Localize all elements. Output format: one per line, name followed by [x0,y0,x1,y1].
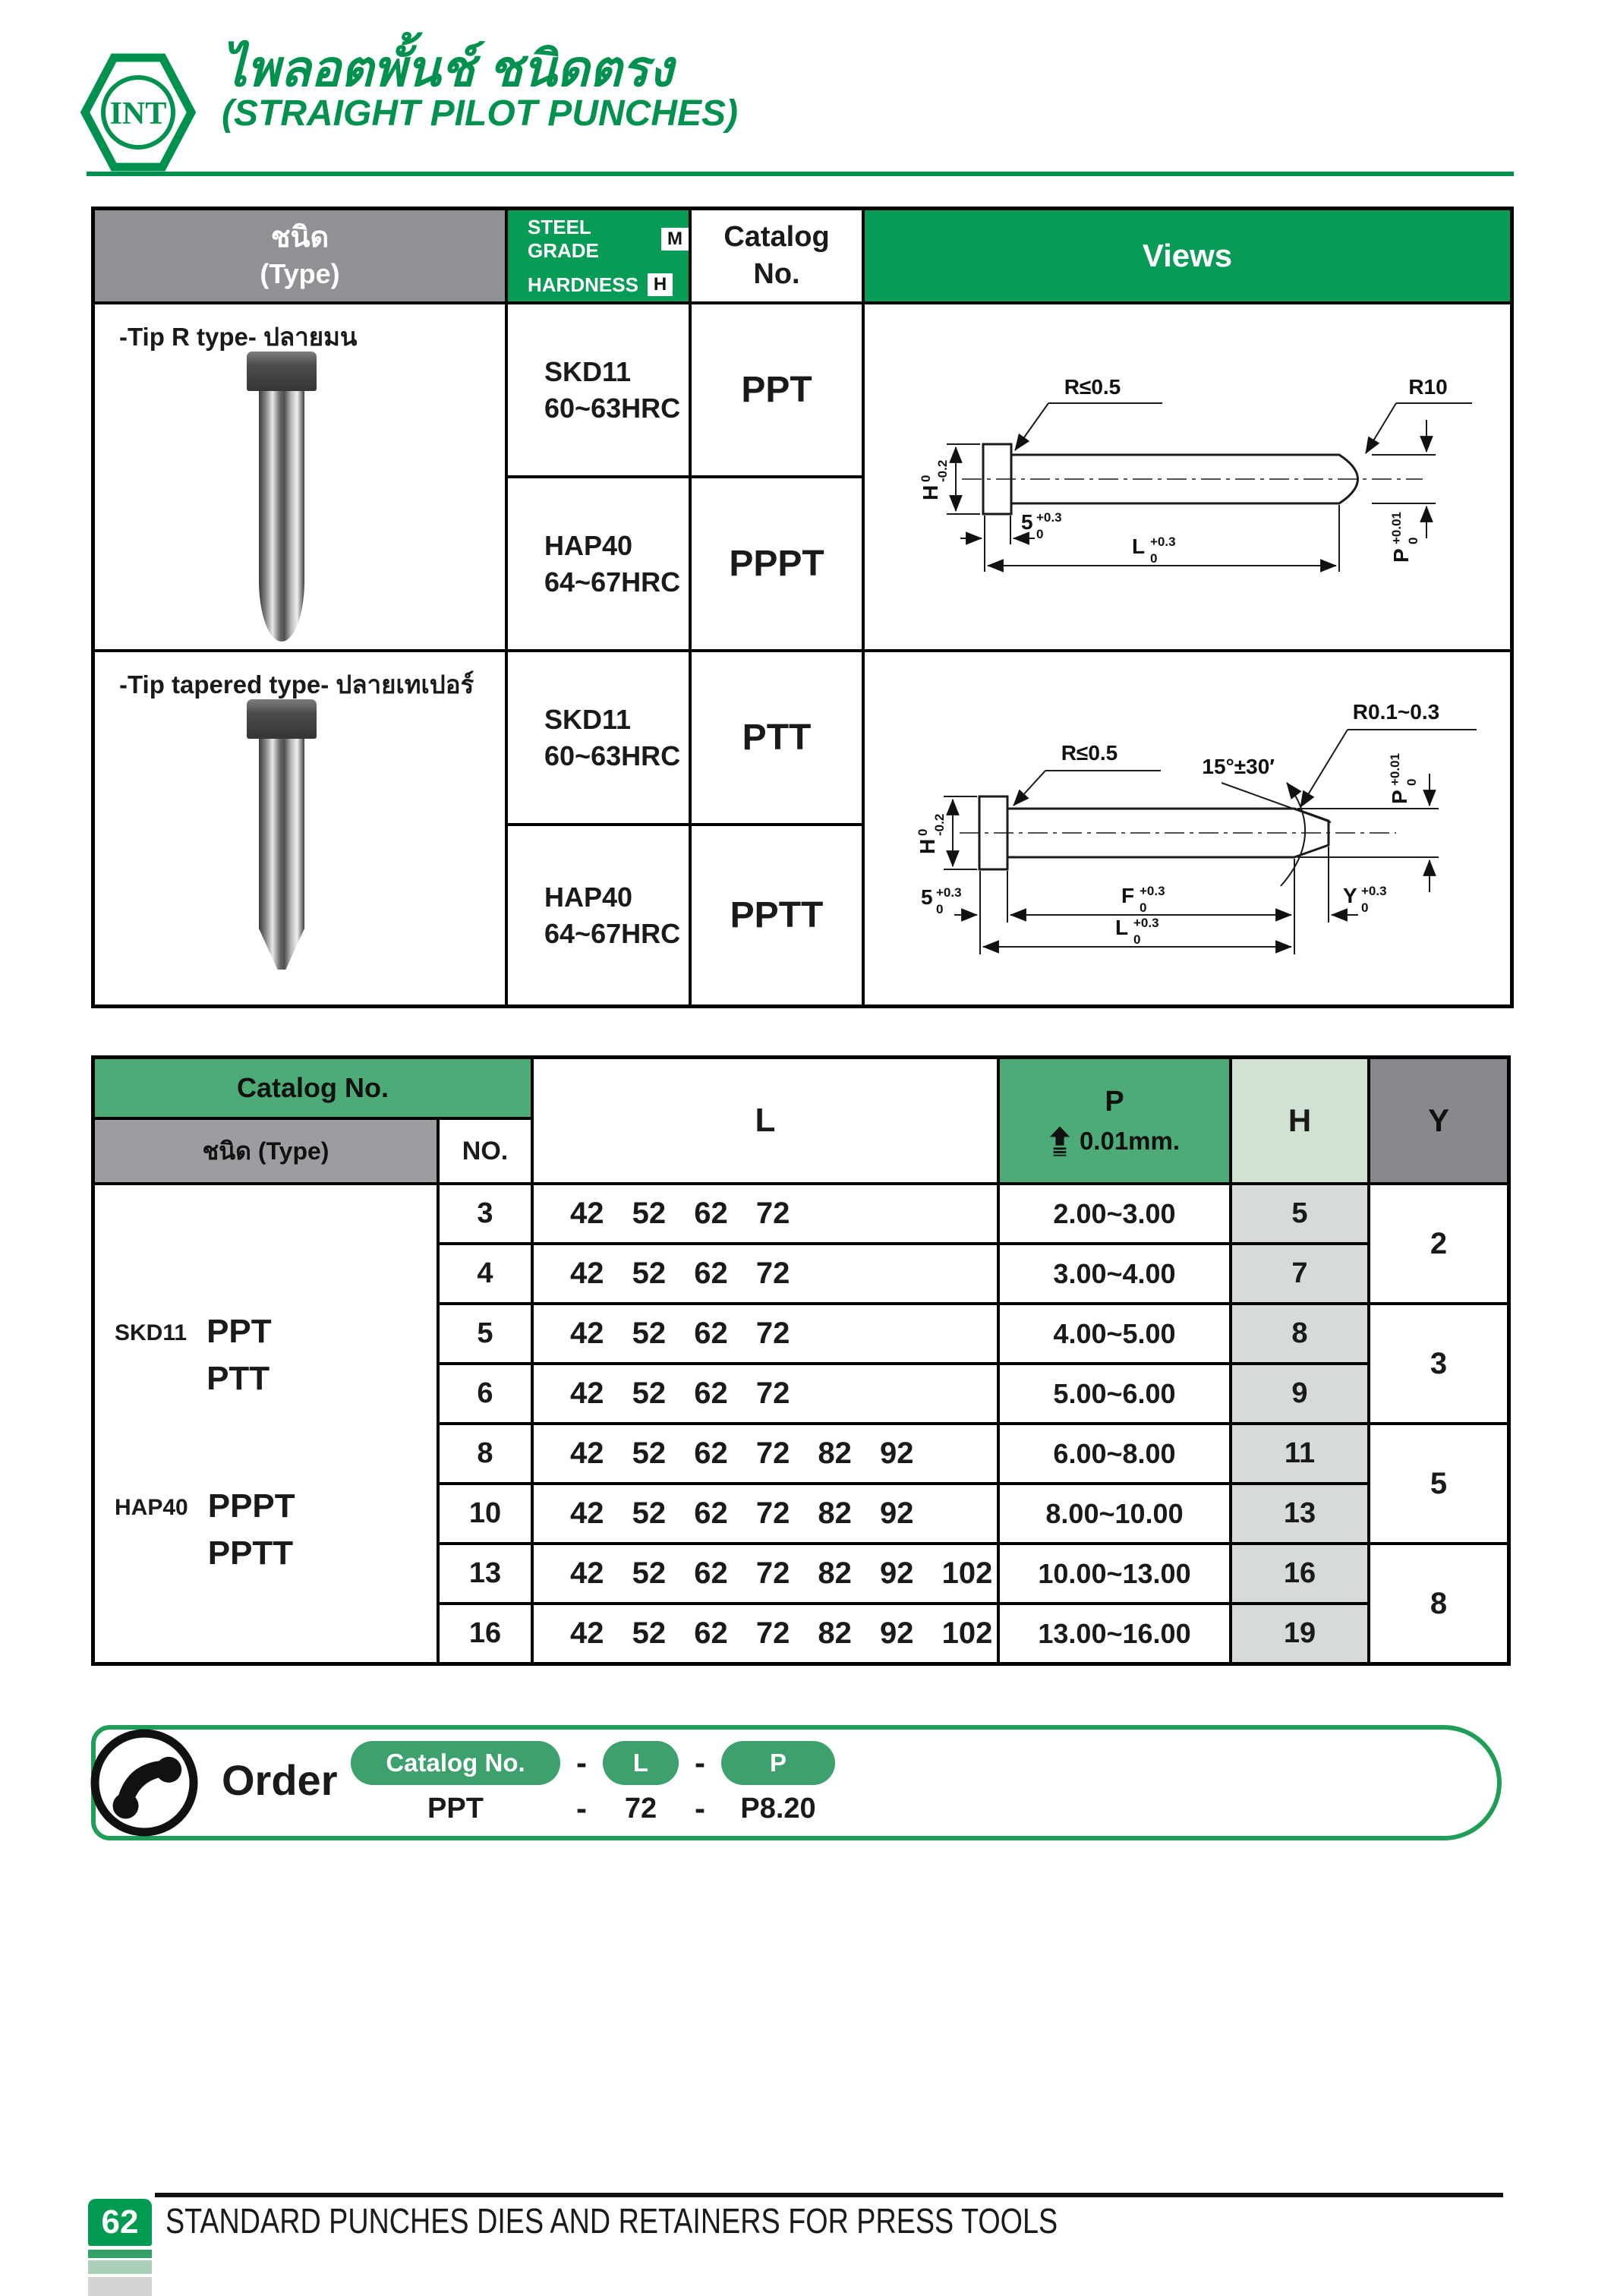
svg-text:+0.3: +0.3 [1150,535,1176,549]
svg-text:0: 0 [916,828,930,836]
svg-text:0: 0 [1361,900,1369,915]
table-row-l: 42 52 62 72 [534,1245,997,1302]
svg-text:5: 5 [1021,510,1033,534]
order-pill-p: P [721,1741,835,1785]
svg-text:P: P [1388,790,1411,804]
spec-header-y: Y [1370,1059,1507,1182]
spec-type-groups [95,1185,437,1662]
svg-text:H: H [919,484,942,500]
order-separator: - [576,1790,587,1826]
steel-name: HAP40 [544,529,633,561]
steel-cell [508,304,689,475]
group-catalog: PPT [206,1313,272,1350]
svg-text:+0.3: +0.3 [1036,510,1062,525]
footer-stripe-gray [88,2277,152,2296]
steel-grade-label: STEEL GRADE [528,215,599,262]
svg-text:0: 0 [1140,900,1147,915]
header-type-en: (Type) [260,258,340,290]
svg-text:H: H [916,838,939,854]
header-divider [87,172,1514,176]
steel-hardness: 60~63HRC [544,392,681,424]
dim-l [1132,535,1176,566]
p-unit: 0.01mm. [1079,1126,1181,1155]
catalog-header-line1: Catalog [723,220,830,253]
dim-l [1115,916,1159,947]
svg-text:+0.3: +0.3 [1140,884,1165,898]
hardness-label: HARDNESS [528,273,638,296]
steel-hardness: 60~63HRC [544,740,681,771]
table-row-no: 16 [440,1605,531,1662]
type-table [91,207,1514,1008]
steel-cell [508,652,689,823]
page-title: ไพลอตพั้นช์ ชนิดตรง [222,40,673,96]
table-row-p: 10.00~13.00 [1000,1545,1229,1602]
dim-p [1389,512,1420,563]
table-row-p: 2.00~3.00 [1000,1185,1229,1242]
type-row-r [95,304,505,649]
order-separator: - [695,1745,705,1780]
svg-text:0: 0 [919,475,933,482]
steel-name: HAP40 [544,881,633,913]
catalog-no-cell: PPPT [692,478,862,649]
increment-arrow-icon [1049,1126,1070,1156]
spec-header-l: L [534,1059,997,1182]
page-number: 62 [88,2199,152,2246]
footer-title: STANDARD PUNCHES DIES AND RETAINERS FOR PRESS TOOLS [165,2201,1058,2241]
header-type-thai: ชนิด [270,221,329,254]
punch-photo-r-tip [247,352,317,642]
table-row-h: 9 [1232,1365,1367,1422]
table-row-l: 42 52 62 72 82 92 [534,1485,997,1542]
table-row-p: 13.00~16.00 [1000,1605,1229,1662]
order-separator: - [576,1745,587,1780]
order-pill-l: L [603,1741,679,1785]
drawing-tapered-tip [865,652,1510,1004]
order-separator: - [695,1790,705,1826]
group-steel: SKD11 [115,1320,188,1345]
y-group-cell: 3 [1370,1305,1507,1422]
steel-grade-badge: M [661,228,689,251]
type-row-tapered-label: -Tip tapered type- ปลายเทเปอร์ [119,670,474,699]
steel-hardness: 64~67HRC [544,566,681,598]
dim-y [1343,884,1387,915]
table-row-no: 3 [440,1185,531,1242]
logo-text: INT [109,96,167,131]
type-table-header-catalog [692,210,862,301]
footer-rule [155,2193,1503,2197]
table-row-h: 16 [1232,1545,1367,1602]
steel-cell [508,478,689,649]
svg-text:+0.01: +0.01 [1389,511,1404,544]
label-r-tip: R10 [1408,375,1448,399]
order-example-p: P8.20 [740,1792,816,1824]
order-example-l: 72 [624,1792,657,1824]
label-r-head: R≤0.5 [1064,375,1121,399]
table-row-l: 42 52 62 72 [534,1185,997,1242]
svg-text:0: 0 [936,902,944,916]
svg-text:+0.3: +0.3 [936,885,962,900]
svg-text:5: 5 [921,885,933,909]
spec-table [91,1055,1511,1666]
dim-head-width [921,885,962,916]
label-angle: 15°±30′ [1202,755,1275,778]
svg-text:-0.2: -0.2 [935,459,950,482]
catalog-no-cell: PPT [692,304,862,475]
brand-logo [80,49,196,176]
order-pill-catalog: Catalog No. [351,1741,560,1785]
order-example-catalog: PPT [427,1792,484,1824]
spec-header-type: ชนิด (Type) [95,1120,437,1182]
table-row-l: 42 52 62 72 [534,1305,997,1362]
table-row-no: 5 [440,1305,531,1362]
views-header-label: Views [1142,238,1233,273]
dim-p [1388,753,1419,804]
dim-h [916,814,947,854]
steel-cell [508,826,689,1004]
steel-name: SKD11 [544,355,632,387]
table-row-h: 8 [1232,1305,1367,1362]
type-table-header-views [865,210,1510,301]
y-group-cell: 8 [1370,1545,1507,1662]
steel-name: SKD11 [544,703,632,735]
phone-icon [85,1720,208,1845]
table-row-p: 5.00~6.00 [1000,1365,1229,1422]
group-catalog: PPTT [207,1534,294,1572]
label-r-tip: R0.1~0.3 [1352,700,1440,724]
table-row-l: 42 52 62 72 82 92 102 [534,1545,997,1602]
group-catalog: PPPT [207,1487,295,1525]
table-row-l: 42 52 62 72 82 92 [534,1425,997,1482]
svg-text:0: 0 [1406,537,1420,544]
table-row-no: 4 [440,1245,531,1302]
footer-stripe-pale [88,2260,152,2274]
type-group-skd11 [115,1313,272,1398]
table-row-l: 42 52 62 72 [534,1365,997,1422]
spec-header-h: H [1232,1059,1367,1182]
svg-text:F: F [1121,884,1135,907]
hardness-badge: H [648,273,673,296]
group-catalog: PTT [206,1360,270,1397]
table-row-no: 10 [440,1485,531,1542]
table-row-h: 19 [1232,1605,1367,1662]
punch-photo-tapered-tip [247,699,317,970]
table-row-l: 42 52 62 72 82 92 102 [534,1605,997,1662]
spec-header-no: NO. [440,1120,531,1182]
table-row-h: 11 [1232,1425,1367,1482]
table-row-h: 13 [1232,1485,1367,1542]
svg-text:0: 0 [1150,551,1158,566]
table-row-p: 4.00~5.00 [1000,1305,1229,1362]
svg-text:+0.3: +0.3 [1133,916,1159,930]
table-row-p: 3.00~4.00 [1000,1245,1229,1302]
type-table-header-type [95,210,505,301]
table-row-p: 8.00~10.00 [1000,1485,1229,1542]
dim-h [919,460,950,500]
table-row-p: 6.00~8.00 [1000,1425,1229,1482]
y-group-cell: 5 [1370,1425,1507,1542]
group-steel: HAP40 [115,1495,188,1520]
svg-text:P: P [1389,548,1413,563]
svg-text:Y: Y [1343,884,1357,907]
table-row-no: 8 [440,1425,531,1482]
svg-text:L: L [1132,535,1146,558]
type-group-hap40 [115,1487,295,1572]
p-label: P [1105,1085,1124,1118]
svg-text:0: 0 [1404,778,1419,786]
drawing-r-tip [865,304,1510,649]
svg-text:+0.01: +0.01 [1388,752,1402,786]
svg-text:0: 0 [1133,932,1141,947]
y-group-cell: 2 [1370,1185,1507,1302]
type-table-header-steel [508,210,689,301]
spec-header-catalog-no: Catalog No. [95,1059,531,1117]
table-row-h: 7 [1232,1245,1367,1302]
catalog-no-cell: PPTT [692,826,862,1004]
svg-text:L: L [1115,916,1129,939]
order-format [351,1739,835,1830]
svg-text:0: 0 [1036,527,1044,541]
table-row-no: 13 [440,1545,531,1602]
type-row-r-label: -Tip R type- ปลายมน [119,323,358,351]
catalog-header-line2: No. [753,258,800,290]
footer-stripe-green [88,2250,152,2258]
order-label: Order [222,1756,338,1804]
svg-text:-0.2: -0.2 [932,813,947,836]
table-row-no: 6 [440,1365,531,1422]
svg-text:+0.3: +0.3 [1361,884,1387,898]
label-r-head: R≤0.5 [1061,741,1118,765]
catalog-no-cell: PTT [692,652,862,823]
table-row-h: 5 [1232,1185,1367,1242]
spec-header-p [1000,1059,1229,1182]
dim-head-width [1021,510,1062,541]
page-subtitle: (STRAIGHT PILOT PUNCHES) [222,93,738,134]
type-row-tapered [95,652,505,1004]
dim-f [1121,884,1165,915]
steel-hardness: 64~67HRC [544,917,681,949]
